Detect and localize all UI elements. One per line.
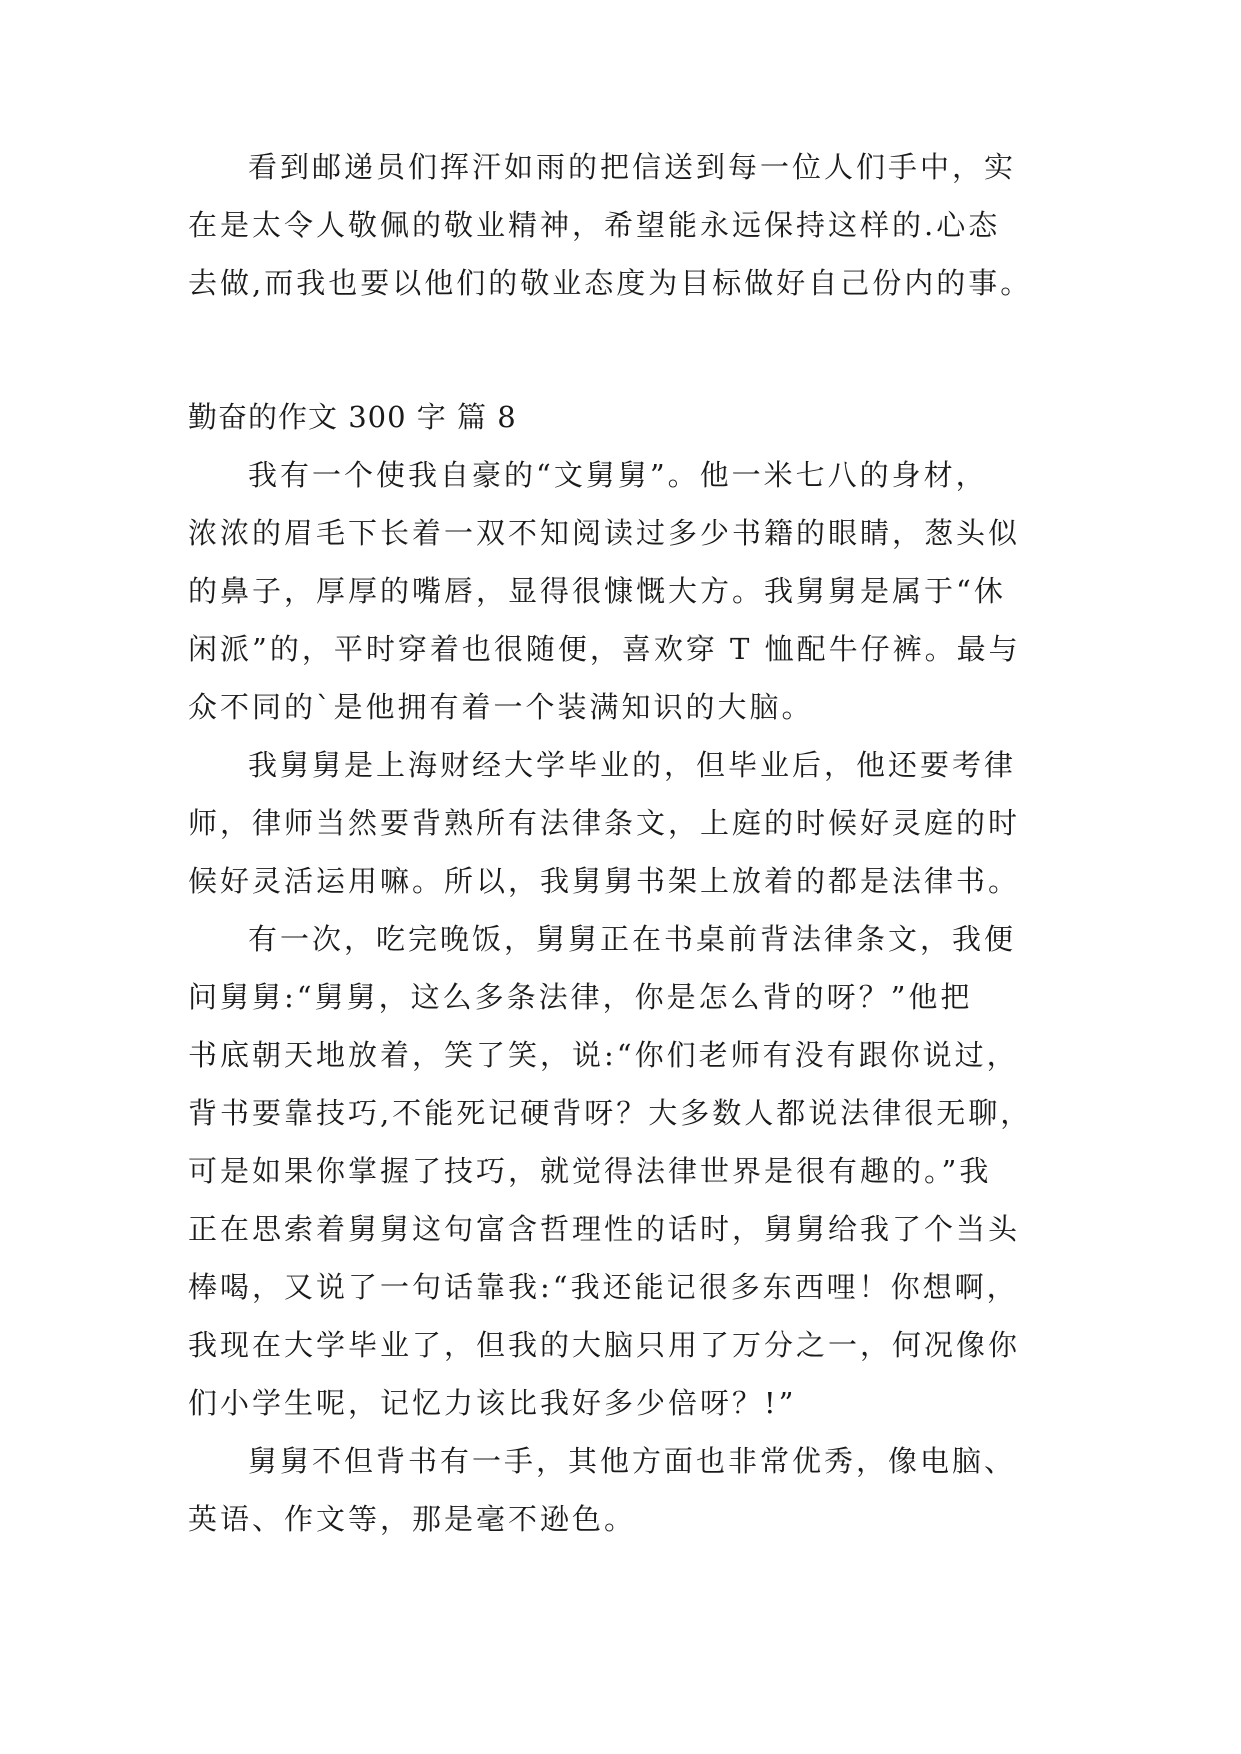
paragraph-line: 书底朝天地放着，笑了笑，说:“你们老师有没有跟你说过， bbox=[188, 1038, 1019, 1072]
paragraph-line: 候好灵活运用嘛。所以，我舅舅书架上放着的都是法律书。 bbox=[188, 864, 1021, 898]
paragraph-line: 们小学生呢，记忆力该比我好多少倍呀？!” bbox=[188, 1386, 797, 1420]
paragraph-line: 我有一个使我自豪的“文舅舅”。他一米七八的身材， bbox=[248, 458, 988, 492]
paragraph-1 bbox=[188, 446, 1068, 736]
paragraph-line: 看到邮递员们挥汗如雨的把信送到每一位人们手中，实 bbox=[248, 150, 1017, 184]
continuation-paragraph bbox=[188, 138, 1068, 312]
paragraph-line: 可是如果你掌握了技巧，就觉得法律世界是很有趣的。”我 bbox=[188, 1154, 992, 1188]
paragraph-4 bbox=[188, 1432, 1068, 1548]
paragraph-line: 在是太令人敬佩的敬业精神，希望能永远保持这样的.心态 bbox=[188, 208, 1001, 242]
paragraph-line: 背书要靠技巧,不能死记硬背呀？大多数人都说法律很无聊， bbox=[188, 1096, 1033, 1130]
paragraph-3 bbox=[188, 910, 1068, 1432]
paragraph-line: 棒喝，又说了一句话靠我:“我还能记很多东西哩！你想啊， bbox=[188, 1270, 1019, 1304]
paragraph-line: 正在思索着舅舅这句富含哲理性的话时，舅舅给我了个当头 bbox=[188, 1212, 1021, 1246]
paragraph-line: 我舅舅是上海财经大学毕业的，但毕业后，他还要考律 bbox=[248, 748, 1017, 782]
paragraph-line: 去做,而我也要以他们的敬业态度为目标做好自己份内的事。 bbox=[188, 266, 1033, 300]
paragraph-line: 舅舅不但背书有一手，其他方面也非常优秀，像电脑、 bbox=[248, 1444, 1017, 1478]
paragraph-line: 浓浓的眉毛下长着一双不知阅读过多少书籍的眼睛，葱头似 bbox=[188, 516, 1021, 550]
paragraph-line: 问舅舅:“舅舅，这么多条法律，你是怎么背的呀？”他把 bbox=[188, 980, 973, 1014]
paragraph-line: 闲派”的，平时穿着也很随便，喜欢穿 T 恤配牛仔裤。最与 bbox=[188, 632, 1021, 666]
paragraph-line: 英语、作文等，那是毫不逊色。 bbox=[188, 1502, 637, 1536]
paragraph-line: 师，律师当然要背熟所有法律条文，上庭的时候好灵庭的时 bbox=[188, 806, 1021, 840]
paragraph-line: 有一次，吃完晚饭，舅舅正在书桌前背法律条文，我便 bbox=[248, 922, 1017, 956]
paragraph-line: 我现在大学毕业了，但我的大脑只用了万分之一，何况像你 bbox=[188, 1328, 1021, 1362]
paragraph-line: 的鼻子，厚厚的嘴唇，显得很慷慨大方。我舅舅是属于“休 bbox=[188, 574, 1006, 608]
paragraph-2 bbox=[188, 736, 1068, 910]
section-heading: 勤奋的作文 300 字 篇 8 bbox=[188, 400, 517, 434]
paragraph-line: 众不同的`是他拥有着一个装满知识的大脑。 bbox=[188, 690, 814, 724]
section-heading-block bbox=[188, 388, 1068, 446]
